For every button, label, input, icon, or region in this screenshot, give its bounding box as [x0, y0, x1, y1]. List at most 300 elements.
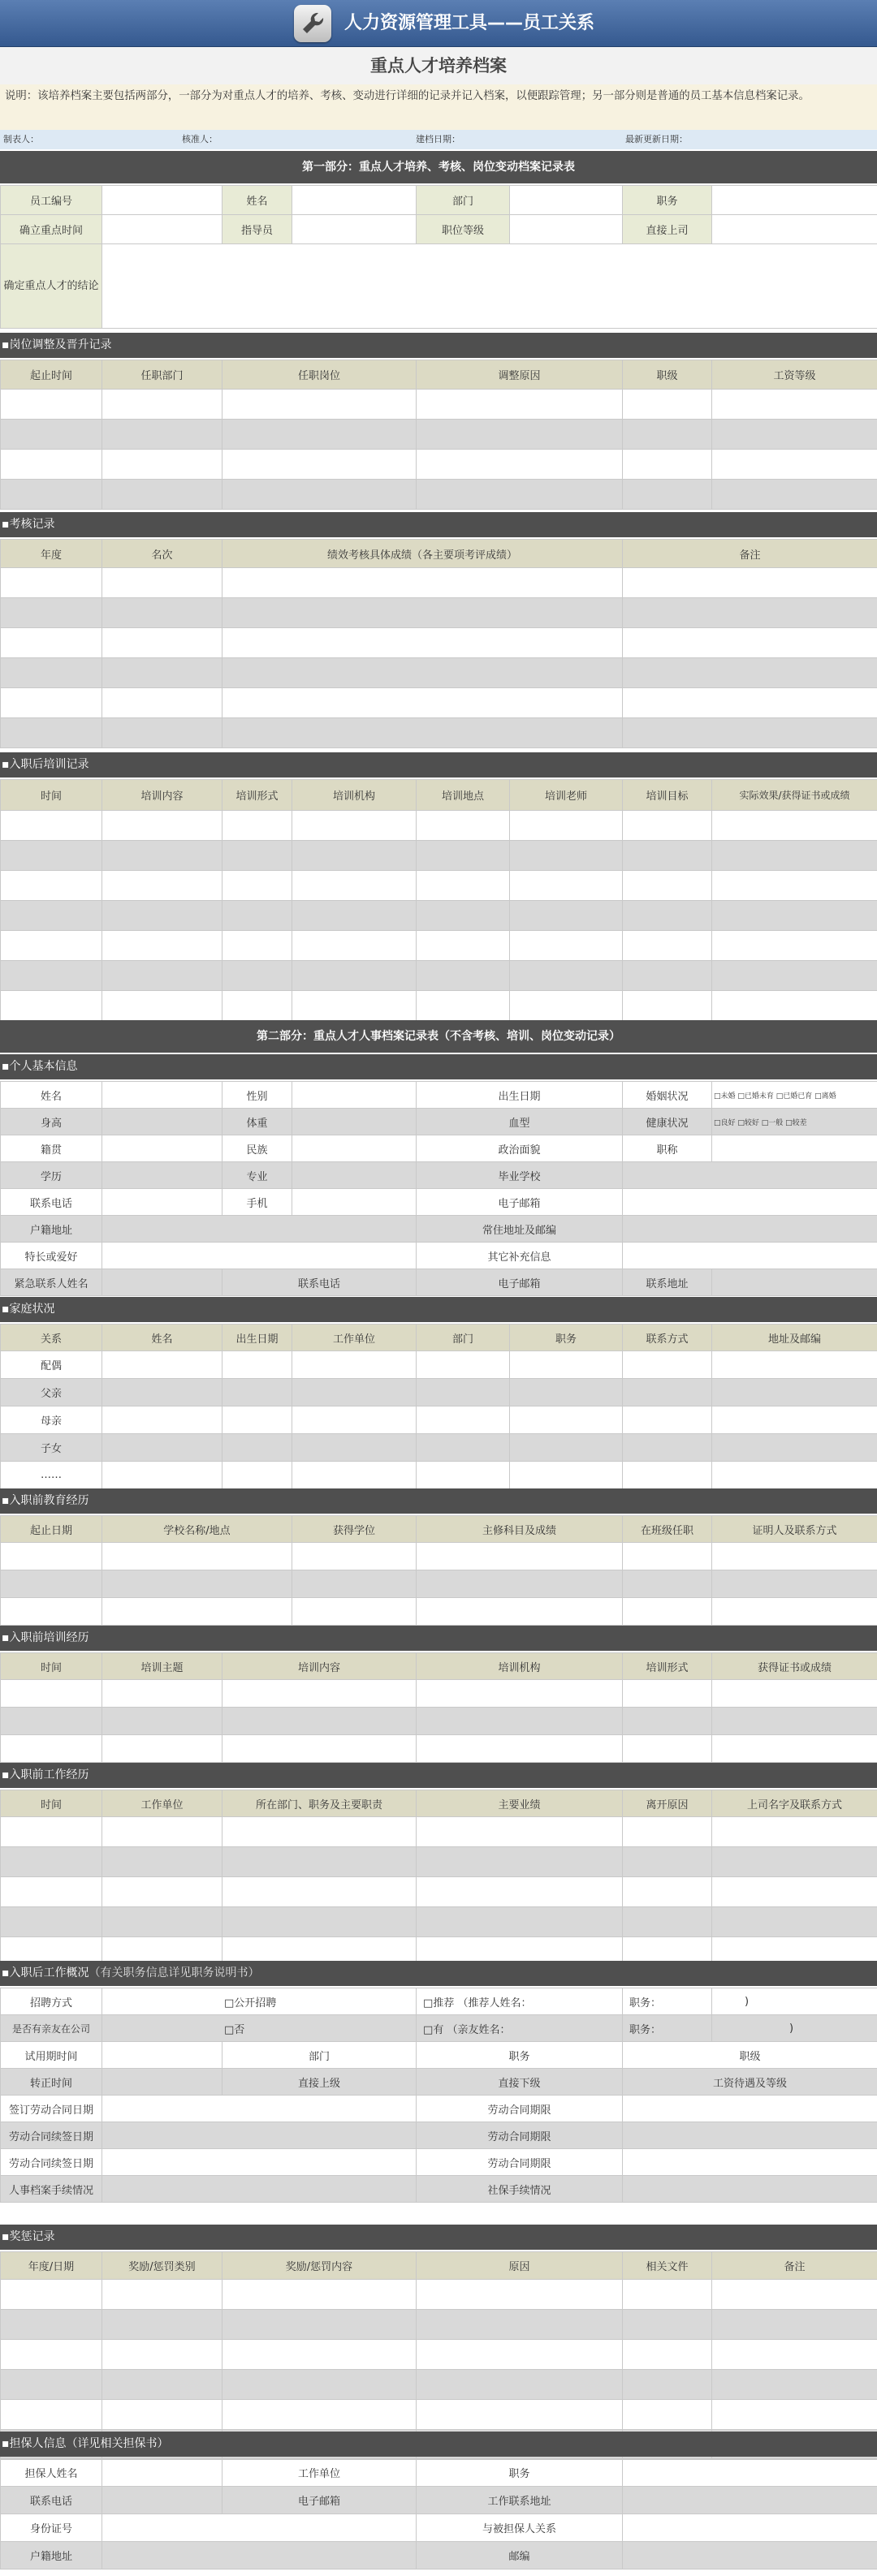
cell[interactable] [417, 390, 623, 420]
guar-email-label: 电子邮箱 [222, 2487, 417, 2514]
cell[interactable] [623, 2310, 712, 2340]
emp-no-field[interactable] [102, 186, 222, 215]
hukou-field[interactable] [102, 1216, 417, 1243]
cell[interactable] [712, 1570, 877, 1598]
family-header-cell: 工作单位 [292, 1325, 417, 1351]
guar-phone-field[interactable] [102, 2487, 222, 2514]
cell[interactable] [623, 718, 877, 748]
cell[interactable] [623, 1735, 712, 1763]
cell[interactable] [623, 961, 712, 991]
cell[interactable] [510, 991, 623, 1021]
cell[interactable] [712, 420, 877, 450]
cell[interactable] [712, 871, 877, 901]
cell[interactable] [292, 901, 417, 931]
dept-field[interactable] [510, 186, 623, 215]
cell[interactable] [623, 390, 712, 420]
renew2-field[interactable] [102, 2149, 417, 2176]
cell[interactable] [510, 1351, 623, 1379]
cell[interactable] [417, 1434, 510, 1462]
yes-relatives-option[interactable]: □有 （亲友姓名： [417, 2015, 623, 2042]
cell[interactable] [510, 811, 623, 841]
cell[interactable] [712, 1680, 877, 1708]
cell[interactable] [102, 1379, 222, 1406]
cell[interactable] [222, 598, 623, 628]
cell[interactable] [222, 871, 292, 901]
weight-field[interactable] [292, 1109, 417, 1135]
cell[interactable] [1, 480, 102, 510]
cell[interactable] [102, 961, 222, 991]
cell[interactable] [623, 1817, 712, 1847]
cell[interactable] [222, 420, 417, 450]
cell[interactable] [1, 2340, 102, 2370]
cell[interactable] [510, 901, 623, 931]
cell[interactable] [1, 2310, 102, 2340]
cell[interactable] [102, 1351, 222, 1379]
cell[interactable] [292, 811, 417, 841]
cell[interactable] [623, 1570, 712, 1598]
cell[interactable] [102, 1570, 292, 1598]
cell[interactable] [712, 1817, 877, 1847]
cell[interactable] [292, 871, 417, 901]
cell[interactable] [510, 841, 623, 871]
open-recruit-option[interactable]: □公开招聘 [102, 1988, 417, 2015]
conclusion-field[interactable] [102, 244, 877, 329]
cell[interactable] [102, 841, 222, 871]
cell[interactable] [1, 1598, 102, 1626]
cell[interactable] [102, 991, 222, 1021]
cell[interactable] [417, 420, 623, 450]
cell[interactable] [222, 1907, 417, 1937]
cell[interactable] [292, 1379, 417, 1406]
cell[interactable] [102, 1406, 222, 1434]
residence-field[interactable] [623, 1216, 877, 1243]
cell[interactable] [1, 450, 102, 480]
cell[interactable] [222, 961, 292, 991]
major-field[interactable] [292, 1162, 417, 1189]
cell[interactable] [222, 688, 623, 718]
cell[interactable] [102, 658, 222, 688]
cell[interactable] [1, 1680, 102, 1708]
emergency-addr-field[interactable] [712, 1269, 877, 1296]
cell[interactable] [222, 1877, 417, 1907]
cell[interactable] [510, 871, 623, 901]
cell[interactable] [712, 1708, 877, 1735]
cell[interactable] [712, 1379, 877, 1406]
cell[interactable] [1, 718, 102, 748]
cell[interactable] [1, 2400, 102, 2430]
family-header-cell: 出生日期 [222, 1325, 292, 1351]
cell[interactable] [1, 931, 102, 961]
cell[interactable] [623, 2280, 712, 2310]
cell[interactable] [712, 931, 877, 961]
cell[interactable] [292, 991, 417, 1021]
cell[interactable] [417, 1462, 510, 1489]
cell[interactable] [102, 718, 222, 748]
transfer-field[interactable] [102, 2176, 417, 2203]
cell[interactable] [623, 1847, 712, 1877]
cell[interactable] [222, 1351, 292, 1379]
cell[interactable] [712, 1877, 877, 1907]
cell[interactable] [102, 568, 222, 598]
cell[interactable] [712, 1543, 877, 1570]
cell[interactable] [1, 568, 102, 598]
cell[interactable] [417, 931, 510, 961]
cell[interactable] [102, 2400, 222, 2430]
cell[interactable] [292, 1570, 417, 1598]
renew1-field[interactable] [102, 2122, 417, 2149]
cell[interactable] [1, 2280, 102, 2310]
cell[interactable] [417, 1877, 623, 1907]
cell[interactable] [292, 961, 417, 991]
table-row [1, 2310, 877, 2340]
cell[interactable] [292, 841, 417, 871]
cell[interactable] [623, 568, 877, 598]
cell[interactable] [102, 931, 222, 961]
level-field[interactable] [510, 215, 623, 244]
table-row [1, 1708, 877, 1735]
cell[interactable] [712, 1434, 877, 1462]
cell[interactable] [623, 1351, 712, 1379]
cell[interactable] [222, 991, 292, 1021]
work-header-cell: 所在部门、职务及主要职责 [222, 1790, 417, 1817]
cell[interactable] [102, 1434, 222, 1462]
cell[interactable] [1, 961, 102, 991]
cell[interactable] [102, 2340, 222, 2370]
cell[interactable] [417, 2400, 623, 2430]
cell[interactable] [623, 1543, 712, 1570]
cell[interactable] [417, 2310, 623, 2340]
cell[interactable] [1, 598, 102, 628]
cell[interactable] [712, 450, 877, 480]
emergency-field[interactable] [102, 1269, 222, 1296]
cell[interactable] [1, 1708, 102, 1735]
cell[interactable] [1, 1817, 102, 1847]
cell[interactable] [417, 2370, 623, 2400]
cell[interactable] [417, 450, 623, 480]
cell[interactable] [417, 1598, 623, 1626]
award-header-cell: 奖励/惩罚内容 [222, 2252, 417, 2280]
cell[interactable] [623, 450, 712, 480]
cell[interactable] [102, 811, 222, 841]
cell[interactable] [510, 1434, 623, 1462]
cell[interactable] [417, 1406, 510, 1434]
award-table [0, 2251, 877, 2460]
cell[interactable] [292, 1434, 417, 1462]
cell[interactable] [222, 1434, 292, 1462]
email-label: 电子邮箱 [417, 1189, 623, 1216]
cell[interactable] [712, 2340, 877, 2370]
cell[interactable] [712, 1351, 877, 1379]
position-field[interactable] [712, 186, 877, 215]
name-field[interactable] [292, 186, 417, 215]
origin-field[interactable] [102, 1135, 222, 1162]
cell[interactable] [712, 1598, 877, 1626]
cell[interactable] [222, 1708, 417, 1735]
cell[interactable] [1, 1735, 102, 1763]
cell[interactable] [712, 1735, 877, 1763]
family-section-header: ▪家庭状况 [0, 1297, 877, 1322]
cell[interactable] [1, 1847, 102, 1877]
document-title: 重点人才培养档案 [0, 47, 877, 84]
cell[interactable] [102, 2280, 222, 2310]
cell[interactable] [417, 901, 510, 931]
political-label: 政治面貌 [417, 1135, 623, 1162]
probation-field[interactable] [102, 2042, 222, 2069]
cell[interactable] [1, 1907, 102, 1937]
cell[interactable] [102, 1877, 222, 1907]
cell[interactable] [623, 1462, 712, 1489]
cell[interactable] [102, 450, 222, 480]
cell[interactable] [623, 2340, 712, 2370]
mentor-field[interactable] [292, 215, 417, 244]
cell[interactable] [292, 1351, 417, 1379]
cell[interactable] [222, 718, 623, 748]
cell[interactable] [222, 390, 417, 420]
cell[interactable] [1, 628, 102, 658]
cell[interactable] [623, 991, 712, 1021]
cell[interactable] [102, 1598, 292, 1626]
gender-field[interactable] [292, 1082, 417, 1109]
cell[interactable] [510, 961, 623, 991]
cell[interactable] [222, 568, 623, 598]
height-field[interactable] [102, 1109, 222, 1135]
cell[interactable] [222, 2280, 417, 2310]
cell[interactable] [623, 1598, 712, 1626]
cell[interactable] [712, 961, 877, 991]
cell[interactable] [102, 901, 222, 931]
cell[interactable] [1, 901, 102, 931]
cell[interactable] [102, 480, 222, 510]
cell[interactable] [417, 1907, 623, 1937]
cell[interactable] [623, 1708, 712, 1735]
cell[interactable] [417, 1735, 623, 1763]
cell[interactable] [623, 1877, 712, 1907]
cell[interactable] [222, 1406, 292, 1434]
cell[interactable] [623, 841, 712, 871]
cell[interactable] [1, 2370, 102, 2400]
cell[interactable] [1, 841, 102, 871]
social-field[interactable] [623, 2176, 877, 2203]
cell[interactable] [623, 1379, 712, 1406]
relatives-label: 是否有亲友在公司 [1, 2015, 102, 2042]
cell[interactable] [417, 841, 510, 871]
cell[interactable] [417, 1351, 510, 1379]
cell[interactable] [222, 1817, 417, 1847]
ethnic-field[interactable] [292, 1135, 417, 1162]
cell[interactable] [510, 1406, 623, 1434]
cell[interactable] [292, 1406, 417, 1434]
cell[interactable] [712, 2310, 877, 2340]
cell[interactable] [417, 871, 510, 901]
regular-field[interactable] [102, 2069, 222, 2096]
health-options[interactable]: □良好 □较好 □一般 □较差 [712, 1109, 877, 1135]
cell[interactable] [1, 390, 102, 420]
cell[interactable] [712, 1462, 877, 1489]
cell[interactable] [712, 2370, 877, 2400]
guar-hukou-field[interactable] [102, 2542, 417, 2570]
guarantor-section-header: ▪担保人信息（详见相关担保书） [0, 2432, 877, 2457]
cell[interactable] [102, 1907, 222, 1937]
no-relatives-option[interactable]: □否 [102, 2015, 417, 2042]
cell[interactable] [510, 1379, 623, 1406]
cell[interactable] [417, 1708, 623, 1735]
cell[interactable] [102, 390, 222, 420]
title-field[interactable] [712, 1135, 877, 1162]
cell[interactable] [417, 2340, 623, 2370]
guar-id-field[interactable] [102, 2514, 417, 2542]
sign-field[interactable] [102, 2096, 417, 2122]
term3-field[interactable] [623, 2149, 877, 2176]
cell[interactable] [623, 871, 712, 901]
cell[interactable] [712, 390, 877, 420]
cell[interactable] [623, 420, 712, 450]
cell[interactable] [1, 1570, 102, 1598]
cell[interactable] [417, 1543, 623, 1570]
cell[interactable] [222, 2370, 417, 2400]
cell[interactable] [417, 1680, 623, 1708]
cell[interactable] [510, 1462, 623, 1489]
cell[interactable] [102, 2370, 222, 2400]
cell[interactable] [623, 1680, 712, 1708]
cell[interactable] [1, 991, 102, 1021]
cell[interactable] [623, 931, 712, 961]
cell[interactable] [417, 811, 510, 841]
pretrain-section-header: ▪入职前培训经历 [0, 1626, 877, 1651]
cell[interactable] [102, 1735, 222, 1763]
cell[interactable] [510, 931, 623, 961]
cell[interactable] [102, 1543, 292, 1570]
guar-workaddr-field[interactable] [623, 2487, 877, 2514]
cell[interactable] [102, 1462, 222, 1489]
after-section-title: 入职后工作概况 [9, 1966, 89, 1979]
cell[interactable] [1, 871, 102, 901]
mobile-field[interactable] [292, 1189, 417, 1216]
cell[interactable] [292, 1598, 417, 1626]
cell[interactable] [712, 1847, 877, 1877]
cell[interactable] [1, 658, 102, 688]
cell[interactable] [712, 2400, 877, 2430]
cell[interactable] [623, 688, 877, 718]
cell[interactable] [623, 2370, 712, 2400]
name-field[interactable] [102, 1082, 222, 1109]
term2-label: 劳动合同期限 [417, 2122, 623, 2149]
cell[interactable] [222, 1735, 417, 1763]
cell[interactable] [292, 1543, 417, 1570]
term2-field[interactable] [623, 2122, 877, 2149]
cell[interactable] [1, 1543, 102, 1570]
cell[interactable] [1, 811, 102, 841]
cell[interactable] [222, 1680, 417, 1708]
cell[interactable] [102, 628, 222, 658]
cell[interactable] [712, 901, 877, 931]
supervisor-field[interactable] [712, 215, 877, 244]
cell[interactable] [1, 688, 102, 718]
cell[interactable] [417, 480, 623, 510]
cell[interactable] [417, 991, 510, 1021]
cell[interactable] [417, 1847, 623, 1877]
cell[interactable] [222, 2400, 417, 2430]
cell[interactable] [623, 1406, 712, 1434]
cell[interactable] [712, 480, 877, 510]
cell[interactable] [102, 1708, 222, 1735]
cell[interactable] [102, 1680, 222, 1708]
cell[interactable] [222, 450, 417, 480]
edu-header-cell: 在班级任职 [623, 1516, 712, 1543]
cell[interactable] [222, 628, 623, 658]
cell[interactable] [102, 1847, 222, 1877]
cell[interactable] [712, 2280, 877, 2310]
cell[interactable] [623, 2400, 712, 2430]
cell[interactable] [222, 931, 292, 961]
cell[interactable] [102, 1817, 222, 1847]
cell[interactable] [712, 1406, 877, 1434]
cell[interactable] [623, 480, 712, 510]
cell[interactable] [222, 2310, 417, 2340]
cell[interactable] [417, 1817, 623, 1847]
cell[interactable] [222, 1462, 292, 1489]
cell[interactable] [292, 931, 417, 961]
cell[interactable] [712, 1907, 877, 1937]
cell[interactable] [623, 1907, 712, 1937]
cell[interactable] [623, 901, 712, 931]
cell[interactable] [712, 811, 877, 841]
cell[interactable] [417, 961, 510, 991]
guar-relation-field[interactable] [623, 2514, 877, 2542]
guar-position-field[interactable] [623, 2459, 877, 2487]
cell[interactable] [222, 2340, 417, 2370]
cell[interactable] [222, 811, 292, 841]
guar-postcode-field[interactable] [623, 2542, 877, 2570]
cell[interactable] [712, 991, 877, 1021]
confirm-time-field[interactable] [102, 215, 222, 244]
cell[interactable] [712, 841, 877, 871]
cell[interactable] [623, 628, 877, 658]
cell[interactable] [1, 1877, 102, 1907]
cell[interactable] [222, 901, 292, 931]
cell[interactable] [102, 688, 222, 718]
cell[interactable] [623, 598, 877, 628]
school-field[interactable] [623, 1162, 877, 1189]
email-field[interactable] [623, 1189, 877, 1216]
cell[interactable] [417, 1379, 510, 1406]
relation-cell: …… [1, 1462, 102, 1489]
edu-field[interactable] [102, 1162, 222, 1189]
cell[interactable] [222, 480, 417, 510]
cell[interactable] [222, 1379, 292, 1406]
cell[interactable] [417, 2280, 623, 2310]
cell[interactable] [417, 1570, 623, 1598]
cell[interactable] [623, 811, 712, 841]
cell[interactable] [222, 658, 623, 688]
term-field[interactable] [623, 2096, 877, 2122]
hobby-field[interactable] [102, 1243, 417, 1269]
cell[interactable] [1, 420, 102, 450]
cell[interactable] [623, 658, 877, 688]
cell[interactable] [222, 1847, 417, 1877]
cell[interactable] [623, 1434, 712, 1462]
guar-name-field[interactable] [102, 2459, 222, 2487]
phone-field[interactable] [102, 1189, 222, 1216]
other-field[interactable] [623, 1243, 877, 1269]
cell[interactable] [222, 841, 292, 871]
cell[interactable] [102, 2310, 222, 2340]
cell[interactable] [102, 420, 222, 450]
cell[interactable] [292, 1462, 417, 1489]
marital-options[interactable]: □未婚 □已婚未育 □已婚已育 □离婚 [712, 1082, 877, 1109]
recommend-option[interactable]: □推荐 （推荐人姓名： [417, 1988, 623, 2015]
cell[interactable] [102, 871, 222, 901]
cell[interactable] [102, 598, 222, 628]
